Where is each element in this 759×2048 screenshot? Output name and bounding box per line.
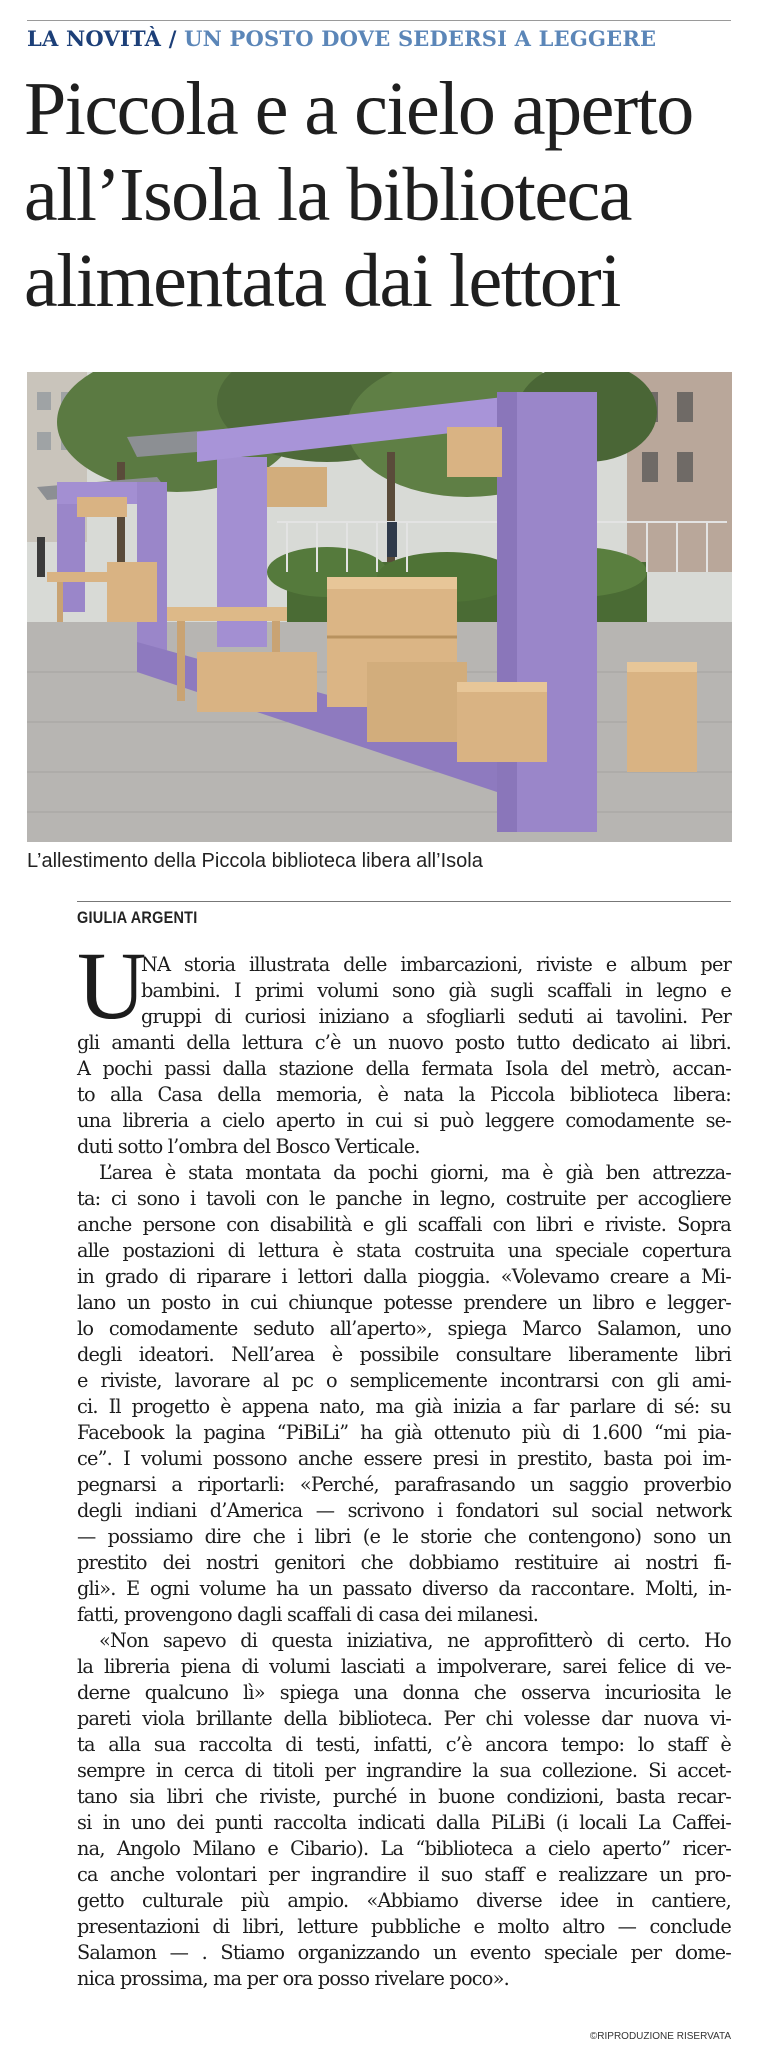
article-line: ta alla sua raccolta di testi, infatti, c’è ancora tempo: lo staff è <box>77 1733 731 1756</box>
article-line: Salamon — . Stiamo organizzando un evento speciale per dome- <box>77 1941 731 1964</box>
article-line: sempre in cerca di titoli per ingrandire la sua collezione. Si accet- <box>77 1759 731 1782</box>
article-line: getto culturale più ampio. «Abbiamo diverse idee in cantiere, <box>77 1889 731 1912</box>
article-line: lano un posto in cui chiunque potesse prendere un libro e legger- <box>77 1291 731 1314</box>
article-line: duti sotto l’ombra del Bosco Verticale. <box>77 1135 420 1158</box>
article-line: in grado di riparare i lettori dalla pioggia. «Volevamo creare a Mi- <box>77 1265 731 1288</box>
article-line: nica prossima, ma per ora posso rivelare poco». <box>77 1967 509 1990</box>
article-line: bambini. I primi volumi sono già sugli scaffali in legno e <box>141 979 731 1002</box>
article-line: anche persone con disabilità e gli scaffali con libri e riviste. Sopra <box>77 1213 731 1236</box>
article-line: lo comodamente seduto all’aperto», spiega Marco Salamon, uno <box>77 1317 731 1340</box>
article-body <box>77 952 731 1992</box>
article-line: prestito dei nostri genitori che dobbiamo restituire ai nostri fi- <box>77 1551 731 1574</box>
article-line: ci. Il progetto è appena nato, ma già inizia a far parlare di sé: su <box>77 1395 731 1418</box>
article-line: L’area è stata montata da pochi giorni, ma è già ben attrezza- <box>99 1161 731 1184</box>
article-line: — possiamo dire che i libri (e le storie che contengono) sono un <box>77 1525 731 1548</box>
article-line: si in uno dei punti raccolta indicati dalla PiLiBi (i locali La Caffei- <box>77 1811 731 1834</box>
article-line: tano sia libri che riviste, purché in buone condizioni, basta recar- <box>77 1785 731 1808</box>
article-line: ta: ci sono i tavoli con le panche in legno, costruite per accogliere <box>77 1187 731 1210</box>
article-line: gruppi di curiosi iniziano a sfogliarli seduti ai tavolini. Per <box>141 1005 731 1028</box>
drop-cap: U <box>77 932 147 1039</box>
article-line: gli amanti della lettura c’è un nuovo posto tutto dedicato ai libri. <box>77 1031 731 1054</box>
byline-rule <box>77 901 731 902</box>
headline-line: alimentata dai lettori <box>24 239 620 323</box>
kicker <box>27 26 656 51</box>
article-photo <box>27 372 732 842</box>
copyright-notice: ©RIPRODUZIONE RISERVATA <box>589 2031 731 2042</box>
headline <box>24 66 744 324</box>
article-line: derne qualcuno lì» spiega una donna che osserva incuriosita le <box>77 1681 731 1704</box>
byline: GIULIA ARGENTI <box>77 908 198 927</box>
top-rule <box>27 20 731 21</box>
article-line: pareti viola brillante della biblioteca. Per chi volesse dar nuova vi- <box>77 1707 731 1730</box>
headline-line: Piccola e a cielo aperto <box>24 67 693 151</box>
article-line: ce”. I volumi possono anche essere presi in prestito, basta poi im- <box>77 1447 731 1470</box>
article-line: degli indiani d’America — scrivono i fondatori sul social network <box>77 1499 731 1522</box>
article-line: fatti, provengono dagli scaffali di casa dei milanesi. <box>77 1603 539 1626</box>
article-line: gli». E ogni volume ha un passato diverso da raccontare. Molti, in- <box>77 1577 731 1600</box>
first-word: NA <box>141 953 171 976</box>
headline-line: all’Isola la biblioteca <box>24 153 632 237</box>
article-line: alle postazioni di lettura è stata costruita una speciale copertura <box>77 1239 731 1262</box>
article-line: Facebook la pagina “PiBiLi” ha già ottenuto più di 1.600 “mi pia- <box>77 1421 731 1444</box>
article-line: NA storia illustrata delle imbarcazioni, riviste e album per <box>141 953 731 976</box>
kicker-primary: LA NOVITÀ <box>27 26 162 51</box>
article-line: pegnarsi a riportarli: «Perché, parafrasando un saggio proverbio <box>77 1473 731 1496</box>
kicker-secondary: UN POSTO DOVE SEDERSI A LEGGERE <box>184 26 657 51</box>
kicker-separator: / <box>161 26 185 51</box>
article-line: to alla Casa della memoria, è nata la Piccola biblioteca libera: <box>77 1083 731 1106</box>
article-line: na, Angolo Milano e Cibario). La “biblioteca a cielo aperto” ricer- <box>77 1837 731 1860</box>
article-line: A pochi passi dalla stazione della fermata Isola del metrò, accan- <box>77 1057 731 1080</box>
article-line: «Non sapevo di questa iniziativa, ne approfitterò di certo. Ho <box>99 1629 731 1652</box>
article-line: una libreria a cielo aperto in cui si può leggere comodamente se- <box>77 1109 731 1132</box>
article-line: presentazioni di libri, letture pubbliche e molto altro — conclude <box>77 1915 731 1938</box>
article-line: la libreria piena di volumi lasciati a impolverare, sarei felice di ve- <box>77 1655 731 1678</box>
photo-caption: L’allestimento della Piccola biblioteca libera all’Isola <box>27 850 483 872</box>
article-line: ca anche volontari per ingrandire il suo staff e realizzare un pro- <box>77 1863 731 1886</box>
article-line: e riviste, lavorare al pc o semplicemente incontrarsi con gli ami- <box>77 1369 731 1392</box>
article-line: degli ideatori. Nell’area è possibile consultare liberamente libri <box>77 1343 731 1366</box>
